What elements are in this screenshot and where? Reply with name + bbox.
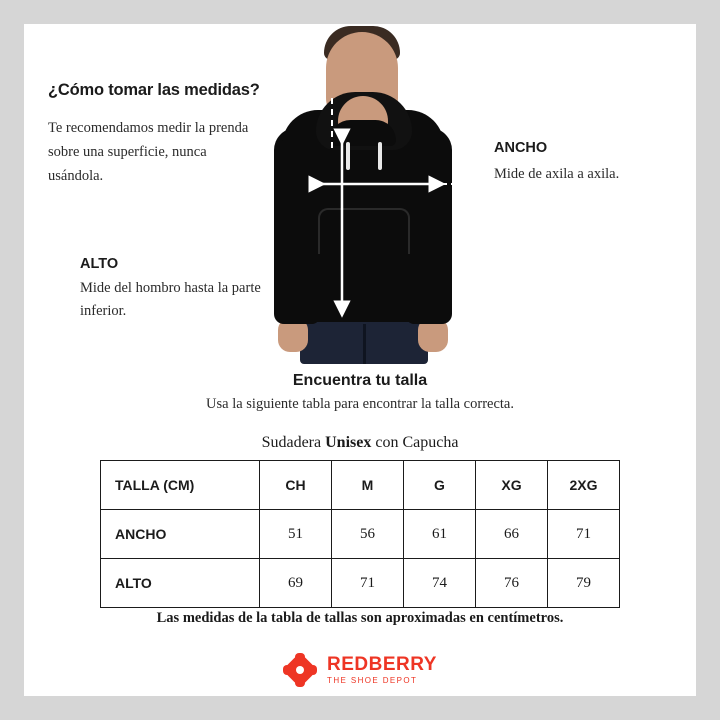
table-title-suffix: con Capucha xyxy=(371,434,459,451)
intro-text: Te recomendamos medir la prenda sobre una superficie, nunca usándola. xyxy=(48,120,249,184)
width-description: Mide de axila a axila. xyxy=(494,166,620,182)
flower-logo-icon xyxy=(283,653,317,687)
size-chart-table xyxy=(100,460,620,608)
table-row xyxy=(101,559,620,608)
size-guide-page xyxy=(24,24,696,696)
table-title-bold: Unisex xyxy=(325,434,372,451)
brand-tagline: THE SHOE DEPOT xyxy=(327,676,418,685)
cell-ancho-m: 56 xyxy=(332,510,404,559)
cell-ancho-xg: 66 xyxy=(476,510,548,559)
cell-alto-ch: 69 xyxy=(260,559,332,608)
table-header-row xyxy=(101,461,620,510)
brand-footer xyxy=(24,644,696,696)
col-header-xg: XG xyxy=(476,461,548,510)
table-row xyxy=(101,510,620,559)
find-size-title: Encuentra tu talla xyxy=(292,372,428,389)
cell-ancho-ch: 51 xyxy=(260,510,332,559)
measurement-instructions-section xyxy=(24,24,696,354)
table-title xyxy=(24,434,696,452)
col-header-g: G xyxy=(404,461,476,510)
hoodie-illustration xyxy=(260,32,475,364)
brand-name: REDBERRY xyxy=(327,654,437,675)
width-label: ANCHO xyxy=(494,140,548,156)
cell-ancho-2xg: 71 xyxy=(548,510,620,559)
find-size-subtitle: Usa la siguiente tabla para encontrar la talla correcta. xyxy=(206,396,514,412)
col-header-size: TALLA (CM) xyxy=(101,461,260,510)
measurement-note: Las medidas de la tabla de tallas son aproximadas en centímetros. xyxy=(156,610,564,626)
page-title: ¿Cómo tomar las medidas? xyxy=(48,81,260,99)
cell-alto-2xg: 79 xyxy=(548,559,620,608)
height-label: ALTO xyxy=(80,256,119,272)
table-title-prefix: Sudadera xyxy=(261,434,326,451)
cell-ancho-g: 61 xyxy=(404,510,476,559)
col-header-ch: CH xyxy=(260,461,332,510)
row-label-ancho: ANCHO xyxy=(101,510,260,559)
brand-logo-text xyxy=(327,655,437,685)
cell-alto-xg: 76 xyxy=(476,559,548,608)
measurement-arrows xyxy=(260,32,475,364)
row-label-alto: ALTO xyxy=(101,559,260,608)
col-header-2xg: 2XG xyxy=(548,461,620,510)
cell-alto-m: 71 xyxy=(332,559,404,608)
cell-alto-g: 74 xyxy=(404,559,476,608)
height-description: Mide del hombro hasta la parte inferior. xyxy=(80,280,261,319)
col-header-m: M xyxy=(332,461,404,510)
